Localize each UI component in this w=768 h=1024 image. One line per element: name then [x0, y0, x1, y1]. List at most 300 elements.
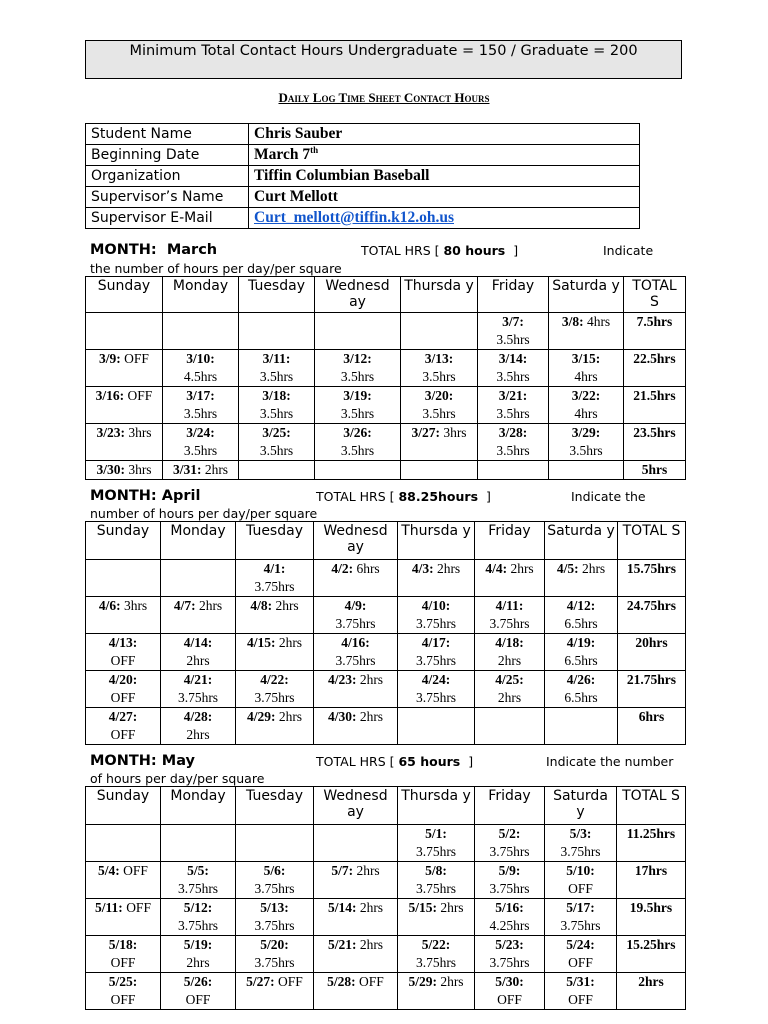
- day-date: 5/3:: [569, 826, 592, 841]
- column-header-thursday: Thursda y: [398, 522, 475, 560]
- day-date: 3/28:: [498, 425, 528, 440]
- info-label: Supervisor’s Name: [86, 187, 249, 208]
- column-header-friday: Friday: [478, 277, 549, 313]
- day-hours: 2hrs: [510, 561, 534, 576]
- week-total: 6hrs: [618, 708, 686, 745]
- day-hours: 3.5hrs: [496, 369, 530, 384]
- day-cell-wednesday: [314, 560, 398, 597]
- day-cell-thursday: [401, 350, 478, 387]
- month-name: May: [161, 753, 196, 769]
- day-cell-tuesday: [236, 899, 314, 936]
- month-label: [90, 242, 217, 258]
- day-hours: 2hrs: [436, 561, 461, 576]
- day-date: 3/30:: [96, 462, 125, 477]
- day-hours: 3.5hrs: [496, 406, 530, 421]
- empty-day-cell: [239, 313, 315, 350]
- day-cell-friday: [475, 862, 545, 899]
- day-cell-wednesday: [314, 936, 398, 973]
- day-cell-saturday: [545, 936, 617, 973]
- day-cell-sunday: [86, 862, 161, 899]
- column-header-saturday: Saturda y: [545, 522, 618, 560]
- day-date: 5/6:: [263, 863, 286, 878]
- day-date: 5/10:: [566, 863, 595, 878]
- column-header-wednesday: Wednesd ay: [314, 522, 398, 560]
- day-hours: 2hrs: [186, 955, 210, 970]
- week-total: 17hrs: [617, 862, 686, 899]
- week-row: [86, 936, 686, 973]
- day-date: 5/9:: [498, 863, 521, 878]
- day-date: 4/9:: [344, 598, 367, 613]
- day-cell-sunday: [86, 936, 161, 973]
- day-hours: 3hrs: [443, 425, 467, 440]
- empty-day-cell: [86, 560, 161, 597]
- day-date: 5/31:: [566, 974, 595, 989]
- day-cell-thursday: [398, 862, 475, 899]
- week-row: [86, 597, 686, 634]
- day-date: 4/11:: [495, 598, 524, 613]
- day-cell-sunday: [86, 597, 161, 634]
- day-cell-saturday: [545, 671, 618, 708]
- info-label: Organization: [86, 166, 249, 187]
- day-cell-wednesday: [315, 424, 401, 461]
- day-cell-tuesday: [236, 973, 314, 1010]
- day-hours: 3.75hrs: [177, 881, 219, 896]
- week-row: [86, 461, 686, 480]
- day-hours: OFF: [124, 351, 149, 366]
- day-date: 3/27:: [411, 425, 440, 440]
- ordinal-suffix: th: [310, 145, 319, 156]
- day-hours: 3.75hrs: [560, 918, 601, 933]
- empty-day-cell: [161, 825, 236, 862]
- day-date: 4/24:: [421, 672, 451, 687]
- day-cell-wednesday: [314, 671, 398, 708]
- day-cell-friday: [475, 671, 545, 708]
- info-label: Supervisor E-Mail: [86, 208, 249, 229]
- day-date: 3/8:: [561, 314, 584, 329]
- day-cell-friday: [478, 387, 549, 424]
- day-date: 5/2:: [498, 826, 521, 841]
- day-hours: 3hrs: [128, 425, 152, 440]
- day-cell-sunday: [86, 634, 161, 671]
- day-cell-monday: [161, 634, 236, 671]
- student-info-table: [85, 123, 640, 229]
- day-hours: OFF: [123, 863, 148, 878]
- empty-day-cell: [478, 461, 549, 480]
- day-hours: OFF: [110, 992, 136, 1007]
- day-cell-friday: [478, 424, 549, 461]
- week-row: [86, 671, 686, 708]
- column-header-totals: TOTAL S: [624, 277, 686, 313]
- total-hours-value: 80 hours: [443, 243, 506, 258]
- day-hours: OFF: [110, 653, 136, 668]
- day-date: 5/30:: [495, 974, 524, 989]
- month-name: March: [166, 242, 218, 258]
- day-date: 5/1:: [425, 826, 447, 841]
- day-date: 4/23:: [327, 672, 357, 687]
- day-date: 3/15:: [571, 351, 601, 366]
- day-hours: OFF: [126, 900, 151, 915]
- day-hours: OFF: [185, 992, 211, 1007]
- column-header-friday: Friday: [475, 522, 545, 560]
- day-cell-wednesday: [314, 899, 398, 936]
- day-hours: 3.75hrs: [177, 918, 219, 933]
- day-date: 4/20:: [108, 672, 138, 687]
- day-cell-saturday: [549, 350, 624, 387]
- day-hours: 2hrs: [359, 672, 384, 687]
- day-cell-monday: [161, 899, 236, 936]
- week-row: [86, 825, 686, 862]
- day-cell-monday: [161, 597, 236, 634]
- day-date: 3/7:: [502, 314, 524, 329]
- week-total: 15.25hrs: [617, 936, 686, 973]
- day-cell-wednesday: [314, 708, 398, 745]
- day-cell-monday: [161, 936, 236, 973]
- column-header-friday: Friday: [475, 787, 545, 825]
- info-value: [249, 208, 640, 229]
- day-cell-monday: [161, 973, 236, 1010]
- day-hours: 3.75hrs: [335, 616, 376, 631]
- day-hours: 3.75hrs: [560, 844, 601, 859]
- day-hours: 3.75hrs: [415, 653, 457, 668]
- day-date: 5/19:: [183, 937, 213, 952]
- day-cell-wednesday: [314, 973, 398, 1010]
- day-date: 4/26:: [566, 672, 596, 687]
- day-date: 5/12:: [183, 900, 213, 915]
- day-date: 3/13:: [424, 351, 454, 366]
- day-hours: 3.75hrs: [489, 881, 530, 896]
- column-header-thursday: Thursda y: [401, 277, 478, 313]
- day-cell-wednesday: [314, 634, 398, 671]
- day-hours: OFF: [127, 388, 153, 403]
- empty-day-cell: [315, 461, 401, 480]
- day-date: 4/6:: [98, 598, 121, 613]
- empty-day-cell: [161, 560, 236, 597]
- column-header-sunday: Sunday: [86, 787, 161, 825]
- document-title: Daily Log Time Sheet Contact Hours: [278, 90, 490, 105]
- day-hours: OFF: [278, 974, 303, 989]
- day-hours: 2hrs: [497, 690, 522, 705]
- day-hours: 3.75hrs: [335, 653, 376, 668]
- info-label: Beginning Date: [86, 145, 249, 166]
- empty-day-cell: [401, 313, 478, 350]
- week-row: [86, 899, 686, 936]
- day-date: 5/11:: [95, 900, 123, 915]
- day-date: 4/30:: [327, 709, 357, 724]
- day-date: 5/16:: [495, 900, 524, 915]
- empty-day-cell: [239, 461, 315, 480]
- day-hours: 3.5hrs: [183, 443, 218, 458]
- day-date: 4/8:: [250, 598, 273, 613]
- day-hours: OFF: [110, 727, 136, 742]
- column-header-monday: Monday: [161, 522, 236, 560]
- day-cell-saturday: [549, 424, 624, 461]
- day-date: 3/17:: [186, 388, 215, 403]
- day-cell-tuesday: [236, 671, 314, 708]
- day-cell-thursday: [398, 825, 475, 862]
- day-date: 4/1:: [263, 561, 286, 576]
- day-date: 3/20:: [424, 388, 454, 403]
- day-hours: 3.5hrs: [259, 443, 294, 458]
- day-cell-monday: [161, 862, 236, 899]
- total-hours-bracket: ]: [485, 489, 491, 504]
- day-cell-friday: [475, 634, 545, 671]
- info-row-organization: [86, 166, 640, 187]
- day-date: 4/15:: [246, 635, 276, 650]
- day-cell-friday: [475, 825, 545, 862]
- week-total: 23.5hrs: [624, 424, 686, 461]
- day-date: 4/16:: [341, 635, 370, 650]
- day-date: 4/21:: [183, 672, 213, 687]
- week-total: 21.75hrs: [618, 671, 686, 708]
- column-header-thursday: Thursda y: [398, 787, 475, 825]
- column-header-saturday: Saturda y: [549, 277, 624, 313]
- day-cell-saturday: [545, 862, 617, 899]
- week-total: 11.25hrs: [617, 825, 686, 862]
- week-total: 24.75hrs: [618, 597, 686, 634]
- calendar-may: [85, 786, 686, 1010]
- week-row: [86, 560, 686, 597]
- day-hours: 6.5hrs: [564, 653, 598, 668]
- day-cell-wednesday: [314, 862, 398, 899]
- day-date: 5/26:: [183, 974, 213, 989]
- day-date: 4/10:: [421, 598, 451, 613]
- week-total: 2hrs: [617, 973, 686, 1010]
- week-total: 5hrs: [624, 461, 686, 480]
- day-cell-thursday: [398, 634, 475, 671]
- day-hours: 3.5hrs: [259, 369, 294, 384]
- day-hours: 3.5hrs: [569, 443, 603, 458]
- total-hours-label: TOTAL HRS [: [316, 754, 395, 769]
- day-hours: 4hrs: [586, 314, 611, 329]
- day-cell-friday: [475, 560, 545, 597]
- day-hours: 3.5hrs: [496, 443, 530, 458]
- calendar-header-row: [86, 277, 686, 313]
- day-hours: 3.5hrs: [422, 369, 456, 384]
- day-hours: 3.75hrs: [489, 955, 530, 970]
- day-date: 5/5:: [187, 863, 209, 878]
- day-cell-tuesday: [236, 560, 314, 597]
- day-hours: 3.5hrs: [340, 406, 375, 421]
- day-date: 3/22:: [571, 388, 601, 403]
- day-date: 5/4:: [98, 863, 120, 878]
- day-cell-friday: [478, 313, 549, 350]
- day-date: 4/18:: [495, 635, 524, 650]
- day-cell-friday: [475, 899, 545, 936]
- info-row-student-name: [86, 124, 640, 145]
- column-header-totals: TOTAL S: [618, 522, 686, 560]
- day-cell-sunday: [86, 424, 163, 461]
- day-hours: OFF: [110, 690, 136, 705]
- day-date: 4/17:: [421, 635, 451, 650]
- day-date: 3/25:: [262, 425, 291, 440]
- day-cell-tuesday: [236, 634, 314, 671]
- empty-day-cell: [398, 708, 475, 745]
- day-cell-tuesday: [239, 424, 315, 461]
- day-hours: 2hrs: [198, 598, 223, 613]
- week-row: [86, 424, 686, 461]
- day-cell-thursday: [398, 560, 475, 597]
- day-date: 4/22:: [260, 672, 289, 687]
- day-date: 3/23:: [96, 425, 125, 440]
- day-hours: 2hrs: [356, 863, 380, 878]
- day-date: 5/13:: [260, 900, 289, 915]
- total-hours: [361, 243, 518, 258]
- day-cell-thursday: [398, 973, 475, 1010]
- month-label: [90, 753, 195, 769]
- day-hours: 3.75hrs: [254, 579, 295, 594]
- day-cell-friday: [475, 597, 545, 634]
- total-hours: [316, 489, 491, 504]
- day-cell-thursday: [398, 671, 475, 708]
- day-cell-tuesday: [239, 350, 315, 387]
- day-date: 5/18:: [108, 937, 138, 952]
- day-cell-thursday: [401, 387, 478, 424]
- day-cell-monday: [161, 671, 236, 708]
- day-hours: 4.5hrs: [183, 369, 218, 384]
- month-label: [90, 488, 200, 504]
- info-row-supervisor-email: [86, 208, 640, 229]
- day-cell-sunday: [86, 461, 163, 480]
- day-date: 3/29:: [571, 425, 601, 440]
- day-date: 3/19:: [343, 388, 372, 403]
- month-header-march: [90, 242, 690, 276]
- day-cell-monday: [163, 387, 239, 424]
- day-cell-saturday: [545, 634, 618, 671]
- month-label-text: MONTH:: [90, 242, 157, 258]
- week-row: [86, 973, 686, 1010]
- info-value: Curt Mellott: [249, 187, 640, 208]
- total-hours-label: TOTAL HRS [: [361, 243, 440, 258]
- day-hours: 2hrs: [204, 462, 229, 477]
- info-value: Chris Sauber: [249, 124, 640, 145]
- day-date: 3/16:: [95, 388, 125, 403]
- day-date: 4/14:: [183, 635, 213, 650]
- day-date: 4/5:: [556, 561, 579, 576]
- day-date: 5/23:: [495, 937, 524, 952]
- day-date: 3/9:: [99, 351, 121, 366]
- day-hours: 3.75hrs: [415, 844, 457, 859]
- day-cell-thursday: [398, 899, 475, 936]
- week-total: 7.5hrs: [624, 313, 686, 350]
- day-date: 3/24:: [186, 425, 215, 440]
- day-date: 4/7:: [173, 598, 196, 613]
- day-cell-saturday: [549, 387, 624, 424]
- info-label: Student Name: [86, 124, 249, 145]
- info-value: Tiffin Columbian Baseball: [249, 166, 640, 187]
- week-total: 19.5hrs: [617, 899, 686, 936]
- day-cell-monday: [161, 708, 236, 745]
- day-cell-tuesday: [239, 387, 315, 424]
- calendar-march: [85, 276, 686, 480]
- day-date: 5/28:: [327, 974, 356, 989]
- week-total: 21.5hrs: [624, 387, 686, 424]
- day-date: 5/27:: [246, 974, 275, 989]
- day-date: 5/15:: [408, 900, 437, 915]
- day-cell-monday: [163, 461, 239, 480]
- total-hours: [316, 754, 473, 769]
- day-cell-wednesday: [314, 597, 398, 634]
- day-date: 5/22:: [421, 937, 451, 952]
- total-hours-label: TOTAL HRS [: [316, 489, 395, 504]
- info-value: [249, 145, 640, 166]
- day-cell-sunday: [86, 671, 161, 708]
- day-date: 4/25:: [495, 672, 524, 687]
- empty-day-cell: [315, 313, 401, 350]
- indicate-instruction: Indicate the number: [546, 754, 674, 769]
- day-hours: 3.75hrs: [415, 616, 457, 631]
- day-hours: 2hrs: [186, 727, 210, 742]
- day-hours: 3hrs: [128, 462, 152, 477]
- day-hours: 3.75hrs: [254, 881, 295, 896]
- day-hours: 3hrs: [123, 598, 148, 613]
- month-label-text: MONTH:: [90, 488, 157, 504]
- day-hours: 3.75hrs: [177, 690, 219, 705]
- column-header-tuesday: Tuesday: [239, 277, 315, 313]
- column-header-sunday: Sunday: [86, 522, 161, 560]
- day-hours: 3.75hrs: [254, 690, 295, 705]
- empty-day-cell: [163, 313, 239, 350]
- empty-day-cell: [314, 825, 398, 862]
- empty-day-cell: [475, 708, 545, 745]
- day-date: 4/4:: [485, 561, 508, 576]
- month-label-text: MONTH:: [90, 753, 157, 769]
- day-cell-saturday: [545, 597, 618, 634]
- week-row: [86, 708, 686, 745]
- day-cell-monday: [163, 424, 239, 461]
- day-hours: OFF: [359, 974, 384, 989]
- day-date: 5/21:: [327, 937, 357, 952]
- day-cell-sunday: [86, 387, 163, 424]
- day-hours: 3.75hrs: [415, 881, 457, 896]
- day-cell-tuesday: [236, 708, 314, 745]
- week-row: [86, 862, 686, 899]
- day-date: 3/18:: [262, 388, 291, 403]
- day-date: 3/11:: [262, 351, 291, 366]
- indicate-instruction-cont: number of hours per day/per square: [90, 506, 318, 521]
- empty-day-cell: [545, 708, 618, 745]
- total-hours-value: 88.25hours: [398, 489, 479, 504]
- day-date: 5/24:: [566, 937, 595, 952]
- total-hours-value: 65 hours: [398, 754, 461, 769]
- day-date: 5/25:: [108, 974, 138, 989]
- month-header-april: [90, 488, 690, 521]
- day-date: 4/2:: [331, 561, 354, 576]
- day-cell-friday: [475, 936, 545, 973]
- day-cell-monday: [163, 350, 239, 387]
- day-cell-saturday: [545, 973, 617, 1010]
- day-cell-wednesday: [315, 350, 401, 387]
- day-cell-saturday: [545, 899, 617, 936]
- indicate-instruction-cont: of hours per day/per square: [90, 771, 265, 786]
- day-cell-sunday: [86, 899, 161, 936]
- info-row-supervisor-name: [86, 187, 640, 208]
- empty-day-cell: [401, 461, 478, 480]
- day-date: 4/3:: [411, 561, 434, 576]
- week-row: [86, 350, 686, 387]
- day-hours: 3.75hrs: [254, 918, 295, 933]
- day-hours: OFF: [568, 881, 593, 896]
- day-date: 5/8:: [425, 863, 447, 878]
- supervisor-email-link[interactable]: Curt_mellott@tiffin.k12.oh.us: [254, 209, 454, 226]
- day-date: 5/7:: [331, 863, 354, 878]
- day-date: 5/20:: [260, 937, 289, 952]
- day-cell-friday: [475, 973, 545, 1010]
- empty-day-cell: [86, 313, 163, 350]
- day-date: 4/13:: [108, 635, 138, 650]
- day-date: 3/14:: [498, 351, 528, 366]
- day-cell-saturday: [549, 313, 624, 350]
- day-hours: 4hrs: [574, 369, 598, 384]
